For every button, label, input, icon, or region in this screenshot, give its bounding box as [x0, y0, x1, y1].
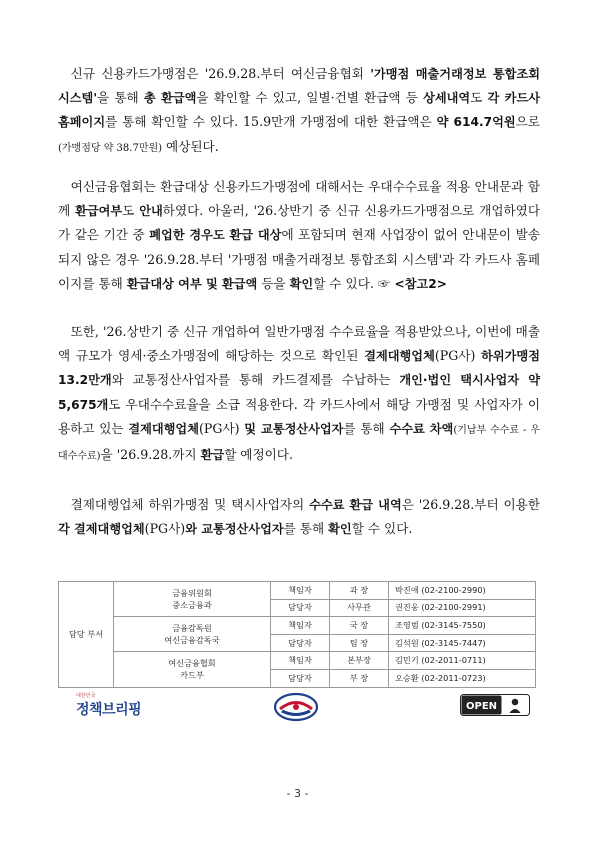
paragraph-text-run: 으로	[515, 114, 540, 130]
department-institution-line: 여신금융협회	[168, 658, 216, 669]
department-institution	[114, 582, 271, 617]
paragraph-text-run: 환급대상 여부 및 환급액	[126, 276, 258, 291]
department-institution-line: 카드부	[180, 670, 204, 681]
department-position: 팀 장	[330, 634, 389, 652]
paragraph-text-run: 도	[470, 90, 488, 106]
paragraph-text-run: 를 통해 확인할 수 있다. 15.9만개 가맹점에 대한 환급액은	[105, 114, 437, 130]
paragraph-text-run: 와 교통정산사업자를 통해 카드결제를 수납하는	[111, 372, 400, 388]
department-role: 책임자	[271, 582, 330, 600]
paragraph-text-run: 폐업한 경우도 환급 대상	[149, 228, 282, 243]
department-contact: 오승환 (02-2011-0723)	[389, 669, 536, 687]
paragraph-text-run: (가맹점당 약 38.7만원)	[58, 142, 163, 154]
department-position: 부 장	[330, 669, 389, 687]
policy-briefing-logo	[76, 692, 141, 719]
department-contact: 김석원 (02-3145-7447)	[389, 634, 536, 652]
department-role: 책임자	[271, 652, 330, 670]
paragraph-text-run: 에 포함되며 현재 사업장이 없어 안내문이 발송되지 않은 경우 '26.9.28.부터 '가맹점 매출거래정보 통합조회 시스템'과 각 카드사 홈페이지를 통해	[58, 227, 540, 291]
paragraph-text-run: 여신금융협회는 환급대상 신용카드가맹점에 대해서는 우대수수료율 적용 안내문과 함께	[58, 179, 540, 219]
paragraph-text-run: 결제대행업체	[364, 349, 435, 364]
paragraph-text-run: 약 614.7억원	[436, 115, 516, 130]
policy-briefing-small-text: 대한민국	[76, 693, 96, 699]
paragraph-text-run: 할 예정이다.	[224, 447, 293, 463]
open-license-text: OPEN	[465, 701, 498, 712]
paragraph-text-run: 신규 신용카드가맹점은 '26.9.28.부터 여신금융협회	[70, 66, 371, 81]
paragraph-text-run: 수수료 환급 내역	[309, 498, 402, 512]
paragraph-2	[58, 175, 540, 296]
paragraph-text-run: 를 통해	[343, 420, 390, 436]
paragraph-text-run: 또한, '26.상반기 중 신규 개업하여 일반가맹점 수수료율을 적용받았으나, 이번에 매출액 규모가 영세·중소가맹점에 해당하는 것으로 확인된	[58, 324, 540, 364]
paragraph-text-run: 수수료 차액	[389, 421, 454, 436]
paragraph-text-run: 할 수 있다.	[351, 521, 413, 537]
page-number: - 3 -	[286, 787, 309, 800]
paragraph-text-run: 확인	[328, 522, 352, 537]
paragraph-text-run: 개인·법인 택시사업자 약 5,675개	[58, 373, 540, 412]
paragraph-text-run: 예상된다.	[162, 138, 219, 154]
department-institution	[114, 652, 271, 687]
department-institution-line: 중소금융과	[172, 600, 212, 611]
department-institution-line: 금융위원회	[172, 588, 212, 599]
paragraph-text-run: 은 '26.9.28.부터 이용한	[401, 497, 540, 512]
paragraph-text-run: 을 통해	[97, 90, 144, 106]
paragraph-text-run: 각 결제대행업체	[58, 522, 145, 537]
paragraph-text-run: 결제대행업체	[128, 421, 199, 436]
open-license-icon	[460, 694, 530, 716]
department-contact: 박진애 (02-2100-2990)	[389, 582, 536, 600]
paragraph-text-run: 총 환급액	[143, 91, 197, 106]
paragraph-3	[58, 320, 540, 469]
department-position: 국 장	[330, 617, 389, 635]
paragraph-text-run: 환급	[200, 448, 225, 463]
department-position: 과 장	[330, 582, 389, 600]
paragraph-text-run: 상세내역	[423, 91, 471, 106]
paragraph-text-run: (PG사)	[198, 420, 245, 436]
paragraph-text-run: 결제대행업체 하위가맹점 및 택시사업자의	[70, 497, 310, 512]
department-header: 담당 부서	[59, 582, 114, 688]
paragraph-text-run: '가맹점 매출거래정보 통합조회 시스템'	[58, 67, 540, 106]
paragraph-text-run: 을 확인할 수 있고, 일별·건별 환급액 등	[196, 90, 424, 106]
paragraph-text-run: 를 통해	[283, 521, 329, 537]
department-role: 책임자	[271, 617, 330, 635]
department-position: 사무관	[330, 599, 389, 617]
department-contact: 김민기 (02-2011-0711)	[389, 652, 536, 670]
paragraph-text-run: 하였다. 아울러, '26.상반기 중 신규 신용카드가맹점으로 개업하였다가 같은 기간 중	[58, 203, 541, 243]
paragraph-text-run: (기납부 수수료 - 우대수수료)	[58, 424, 540, 463]
paragraph-text-run: 도	[122, 203, 140, 219]
department-table	[58, 581, 536, 688]
policy-briefing-text: 정책브리핑	[76, 702, 142, 718]
paragraph-text-run: 하위가맹점 13.2만개	[58, 349, 541, 388]
paragraph-text-run: 안내	[139, 204, 163, 219]
paragraph-4	[58, 493, 540, 541]
paragraph-text-run: 확인	[289, 276, 314, 291]
department-contact: 조영범 (02-3145-7550)	[389, 617, 536, 635]
department-institution-line: 여신금융감독국	[164, 635, 220, 646]
department-institution-line: 금융감독원	[172, 623, 212, 634]
paragraph-text-run: (PG사)	[434, 348, 482, 364]
paragraph-1	[58, 62, 540, 161]
paragraph-text-run: 각 카드사 홈페이지	[58, 91, 540, 130]
paragraph-text-run: 을 '26.9.28.까지	[100, 447, 201, 463]
paragraph-text-run: 등을	[257, 275, 290, 291]
paragraph-text-run: (PG사)	[144, 521, 186, 537]
department-role: 담당자	[271, 669, 330, 687]
department-position: 본부장	[330, 652, 389, 670]
footer-logos	[0, 690, 595, 730]
department-role: 담당자	[271, 634, 330, 652]
department-contact: 권진웅 (02-2100-2991)	[389, 599, 536, 617]
paragraph-text-run: 와 교통정산사업자	[185, 522, 284, 537]
department-institution	[114, 617, 271, 652]
paragraph-text-run: 도 우대수수료율을 소급 적용한다. 각 카드사에서 해당 가맹점 및 사업자가 이용하고 있는	[58, 396, 540, 436]
paragraph-text-run: <참고2>	[394, 276, 447, 291]
paragraph-text-run: 할 수 있다. ☞	[313, 275, 395, 291]
government-seal-icon	[272, 692, 320, 722]
paragraph-text-run: 및 교통정산사업자	[244, 421, 344, 436]
department-role: 담당자	[271, 599, 330, 617]
paragraph-text-run: 환급여부	[75, 204, 123, 219]
